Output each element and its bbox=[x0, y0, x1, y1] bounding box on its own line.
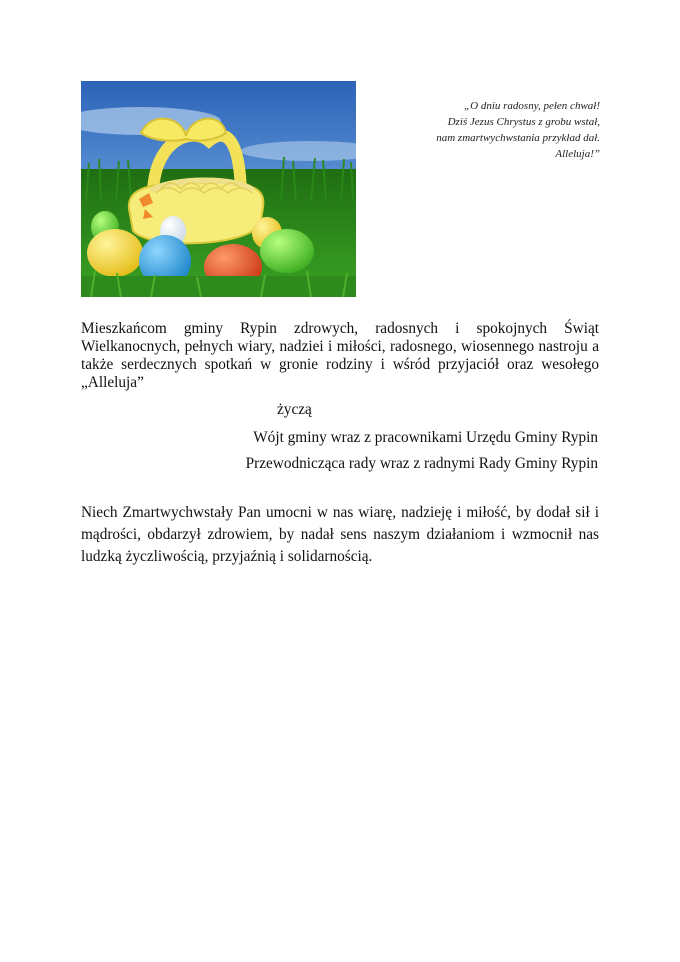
poem-line: Alleluja!” bbox=[555, 148, 600, 160]
easter-poem bbox=[300, 98, 600, 162]
greeting-paragraph: Mieszkańcom gminy Rypin zdrowych, radosnych i spokojnych Świąt Wielkanocnych, pełnych wiary, nadziei i miłości, radosnego, wiosennego nastroju a także serdecznych spotkań w gronie rodziny i wśród przyjaciół oraz wesołego „Alleluja” bbox=[81, 320, 599, 391]
poem-line: „O dniu radosny, pełen chwał! bbox=[464, 100, 600, 112]
blessing-paragraph: Niech Zmartwychwstały Pan umocni w nas wiarę, nadzieję i miłość, by dodał sił i mądrości, obdarzył zdrowiem, by nadał sens naszym działaniom i wzmocnił nas ludzką życzliwością, przyjaźnią i solidarnością. bbox=[81, 504, 599, 565]
poem-line: nam zmartwychwstania przykład dał. bbox=[436, 132, 600, 144]
poem-line: Dziś Jezus Chrystus z grobu wstał, bbox=[447, 116, 600, 128]
signature-council: Przewodnicząca rady wraz z radnymi Rady Gminy Rypin bbox=[245, 455, 598, 472]
wish-word: życzą bbox=[277, 401, 312, 418]
signature-mayor: Wójt gminy wraz z pracownikami Urzędu Gminy Rypin bbox=[253, 429, 598, 446]
